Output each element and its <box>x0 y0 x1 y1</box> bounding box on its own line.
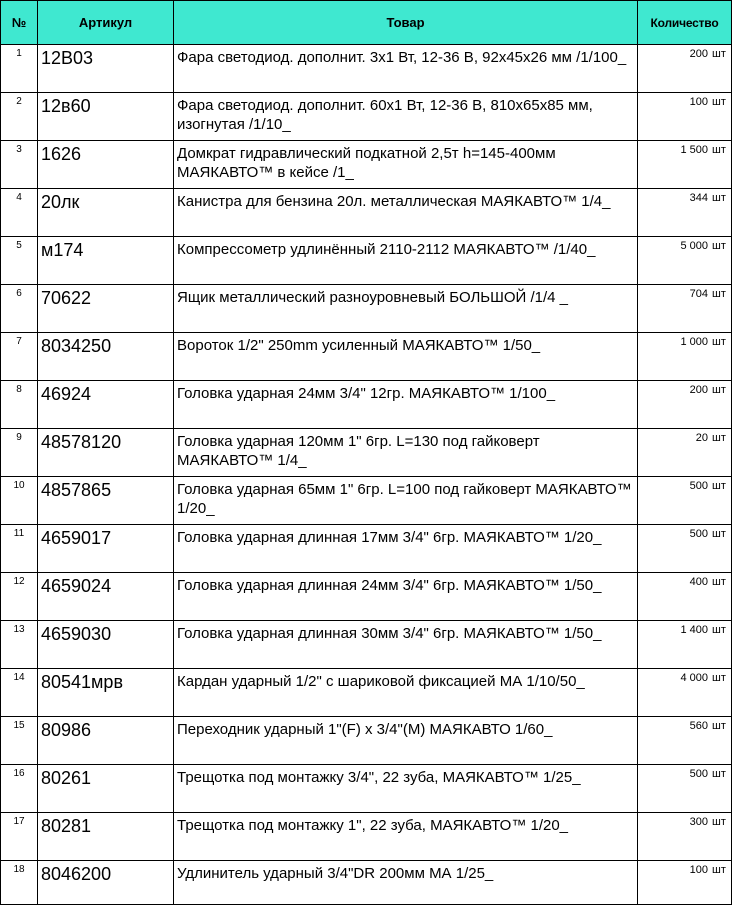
table-row <box>1 765 732 813</box>
article-cell: 20лк <box>38 189 174 237</box>
quantity-unit: шт <box>712 576 726 588</box>
quantity-unit: шт <box>712 48 726 60</box>
quantity-unit: шт <box>712 96 726 108</box>
quantity-unit: шт <box>712 432 726 444</box>
quantity-unit: шт <box>712 672 726 684</box>
table-row <box>1 573 732 621</box>
article-cell: 48578120 <box>38 429 174 477</box>
row-number: 4 <box>1 189 38 237</box>
quantity-cell <box>638 429 732 477</box>
quantity-unit: шт <box>712 864 726 876</box>
quantity-value: 500 <box>689 768 708 780</box>
quantity-value: 344 <box>689 192 708 204</box>
quantity-cell <box>638 189 732 237</box>
quantity-unit: шт <box>712 144 726 156</box>
quantity-value: 300 <box>689 816 708 828</box>
table-row <box>1 93 732 141</box>
quantity-cell <box>638 93 732 141</box>
quantity-cell <box>638 621 732 669</box>
table-row <box>1 429 732 477</box>
header-num: № <box>1 1 38 45</box>
article-cell: 80541мрв <box>38 669 174 717</box>
quantity-cell <box>638 765 732 813</box>
table-row <box>1 717 732 765</box>
table-row <box>1 381 732 429</box>
row-number: 5 <box>1 237 38 285</box>
row-number: 17 <box>1 813 38 861</box>
quantity-unit: шт <box>712 624 726 636</box>
quantity-cell <box>638 717 732 765</box>
table-row <box>1 669 732 717</box>
quantity-cell <box>638 381 732 429</box>
goods-cell: Переходник ударный 1"(F) х 3/4"(M) МАЯКАВТО 1/60_ <box>174 717 638 765</box>
goods-cell: Удлинитель ударный 3/4"DR 200мм МА 1/25_ <box>174 861 638 905</box>
article-cell: 4659030 <box>38 621 174 669</box>
quantity-value: 560 <box>689 720 708 732</box>
table-row <box>1 285 732 333</box>
table-row <box>1 237 732 285</box>
quantity-value: 200 <box>689 48 708 60</box>
row-number: 2 <box>1 93 38 141</box>
quantity-unit: шт <box>712 720 726 732</box>
quantity-cell <box>638 237 732 285</box>
article-cell: 80261 <box>38 765 174 813</box>
quantity-unit: шт <box>712 528 726 540</box>
goods-cell: Домкрат гидравлический подкатной 2,5т h=145-400мм МАЯКАВТО™ в кейсе /1_ <box>174 141 638 189</box>
quantity-cell <box>638 45 732 93</box>
row-number: 13 <box>1 621 38 669</box>
article-cell: м174 <box>38 237 174 285</box>
goods-cell: Ящик металлический разноуровневый БОЛЬШОЙ /1/4 _ <box>174 285 638 333</box>
goods-cell: Канистра для бензина 20л. металлическая МАЯКАВТО™ 1/4_ <box>174 189 638 237</box>
header-article: Артикул <box>38 1 174 45</box>
quantity-unit: шт <box>712 768 726 780</box>
quantity-value: 400 <box>689 576 708 588</box>
goods-cell: Головка ударная 65мм 1" 6гр. L=100 под гайковерт МАЯКАВТО™ 1/20_ <box>174 477 638 525</box>
quantity-value: 1 500 <box>680 144 708 156</box>
table-row <box>1 141 732 189</box>
quantity-value: 1 400 <box>680 624 708 636</box>
goods-cell: Кардан ударный 1/2" с шариковой фиксацией МА 1/10/50_ <box>174 669 638 717</box>
article-cell: 46924 <box>38 381 174 429</box>
row-number: 15 <box>1 717 38 765</box>
quantity-value: 500 <box>689 528 708 540</box>
quantity-unit: шт <box>712 336 726 348</box>
goods-cell: Трещотка под монтажку 3/4", 22 зуба, МАЯКАВТО™ 1/25_ <box>174 765 638 813</box>
row-number: 6 <box>1 285 38 333</box>
quantity-value: 100 <box>689 96 708 108</box>
goods-cell: Компрессометр удлинённый 2110-2112 МАЯКАВТО™ /1/40_ <box>174 237 638 285</box>
quantity-value: 20 <box>695 432 708 444</box>
row-number: 12 <box>1 573 38 621</box>
table-row <box>1 333 732 381</box>
article-cell: 1626 <box>38 141 174 189</box>
table-row <box>1 861 732 905</box>
goods-cell: Трещотка под монтажку 1", 22 зуба, МАЯКАВТО™ 1/20_ <box>174 813 638 861</box>
row-number: 16 <box>1 765 38 813</box>
quantity-value: 5 000 <box>680 240 708 252</box>
goods-cell: Фара светодиод. дополнит. 60х1 Вт, 12-36 В, 810х65х85 мм, изогнутая /1/10_ <box>174 93 638 141</box>
row-number: 9 <box>1 429 38 477</box>
article-cell: 12в60 <box>38 93 174 141</box>
table-row <box>1 525 732 573</box>
goods-cell: Фара светодиод. дополнит. 3х1 Вт, 12-36 В, 92х45х26 мм /1/100_ <box>174 45 638 93</box>
article-cell: 4857865 <box>38 477 174 525</box>
quantity-cell <box>638 525 732 573</box>
quantity-unit: шт <box>712 192 726 204</box>
article-cell: 8046200 <box>38 861 174 905</box>
article-cell: 12В03 <box>38 45 174 93</box>
row-number: 3 <box>1 141 38 189</box>
article-cell: 80281 <box>38 813 174 861</box>
goods-cell: Головка ударная 120мм 1" 6гр. L=130 под гайковерт МАЯКАВТО™ 1/4_ <box>174 429 638 477</box>
goods-cell: Головка ударная 24мм 3/4" 12гр. МАЯКАВТО™ 1/100_ <box>174 381 638 429</box>
header-goods: Товар <box>174 1 638 45</box>
row-number: 10 <box>1 477 38 525</box>
quantity-unit: шт <box>712 288 726 300</box>
table-row <box>1 189 732 237</box>
quantity-value: 704 <box>689 288 708 300</box>
row-number: 7 <box>1 333 38 381</box>
row-number: 1 <box>1 45 38 93</box>
quantity-value: 4 000 <box>680 672 708 684</box>
quantity-cell <box>638 861 732 905</box>
quantity-value: 200 <box>689 384 708 396</box>
table-row <box>1 477 732 525</box>
quantity-value: 1 000 <box>680 336 708 348</box>
row-number: 18 <box>1 861 38 905</box>
table-row <box>1 45 732 93</box>
goods-cell: Вороток 1/2" 250mm усиленный МАЯКАВТО™ 1/50_ <box>174 333 638 381</box>
goods-cell: Головка ударная длинная 30мм 3/4" 6гр. МАЯКАВТО™ 1/50_ <box>174 621 638 669</box>
quantity-cell <box>638 813 732 861</box>
header-row <box>1 1 732 45</box>
article-cell: 8034250 <box>38 333 174 381</box>
goods-cell: Головка ударная длинная 17мм 3/4" 6гр. МАЯКАВТО™ 1/20_ <box>174 525 638 573</box>
quantity-cell <box>638 477 732 525</box>
table-body <box>1 45 732 905</box>
row-number: 11 <box>1 525 38 573</box>
header-qty: Количество <box>638 1 732 45</box>
goods-cell: Головка ударная длинная 24мм 3/4" 6гр. МАЯКАВТО™ 1/50_ <box>174 573 638 621</box>
article-cell: 70622 <box>38 285 174 333</box>
table-row <box>1 621 732 669</box>
quantity-unit: шт <box>712 240 726 252</box>
quantity-unit: шт <box>712 816 726 828</box>
quantity-cell <box>638 669 732 717</box>
quantity-unit: шт <box>712 384 726 396</box>
quantity-cell <box>638 141 732 189</box>
article-cell: 4659024 <box>38 573 174 621</box>
quantity-value: 100 <box>689 864 708 876</box>
row-number: 8 <box>1 381 38 429</box>
article-cell: 80986 <box>38 717 174 765</box>
table-row <box>1 813 732 861</box>
quantity-cell <box>638 285 732 333</box>
quantity-cell <box>638 333 732 381</box>
quantity-unit: шт <box>712 480 726 492</box>
quantity-value: 500 <box>689 480 708 492</box>
row-number: 14 <box>1 669 38 717</box>
quantity-cell <box>638 573 732 621</box>
article-cell: 4659017 <box>38 525 174 573</box>
